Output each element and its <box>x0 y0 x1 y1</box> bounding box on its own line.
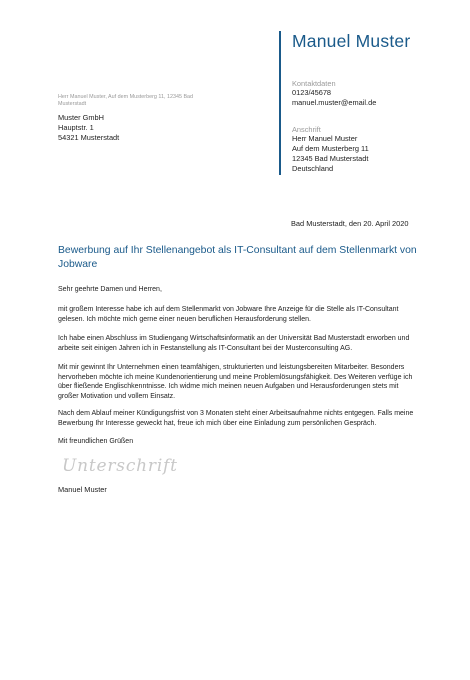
applicant-name: Manuel Muster <box>292 31 411 51</box>
salutation: Sehr geehrte Damen und Herren, <box>58 286 162 293</box>
address-line: Auf dem Musterberg 11 <box>292 144 369 153</box>
header-accent-bar <box>279 31 281 175</box>
paragraph: Nach dem Ablauf meiner Kündigungsfrist von 3 Monaten steht einer Arbeitsaufnahme nichts entgegen. Falls meine Bewerbung Ihr Interesse geweckt hat, freue ich mich über eine Einladung zum persönlichen Gespräch. <box>58 410 414 427</box>
recipient-line: Hauptstr. 1 <box>58 123 94 132</box>
signature-name: Manuel Muster <box>58 485 107 494</box>
address-line: Deutschland <box>292 164 334 173</box>
signature: Unterschrift <box>62 456 178 476</box>
date-line: Bad Musterstadt, den 20. April 2020 <box>291 219 409 228</box>
recipient-line: 54321 Musterstadt <box>58 133 120 142</box>
closing: Mit freundlichen Grüßen <box>58 438 134 445</box>
subject-line: Bewerbung auf Ihr Stellenangebot als IT-Consultant auf dem Stellenmarkt von Jobware <box>58 245 417 270</box>
paragraph: Ich habe einen Abschluss im Studiengang Wirtschaftsinformatik an der Universität Bad Musterstadt erworben und arbeite seit einigen Jahren ich in Festanstellung als IT-Consultant bei der Musterconsulting AG. <box>58 335 410 352</box>
paragraph: mit großem Interesse habe ich auf dem Stellenmarkt von Jobware Ihre Anzeige für die Stelle als IT-Consultant gelesen. Ich möchte mich gerne einer neuen beruflichen Herausforderung stellen. <box>58 306 399 323</box>
address-label: Anschrift <box>292 125 321 134</box>
sender-return-line: Herr Manuel Muster, Auf dem Musterberg 11, 12345 Bad Musterstadt <box>58 94 194 108</box>
recipient-line: Muster GmbH <box>58 113 104 122</box>
phone: 0123/45678 <box>292 88 332 97</box>
contact-label: Kontaktdaten <box>292 79 336 88</box>
email: manuel.muster@email.de <box>292 98 377 107</box>
address-line: 12345 Bad Musterstadt <box>292 154 369 163</box>
paragraph: Mit mir gewinnt Ihr Unternehmen einen teamfähigen, strukturierten und leistungsbereiten Mitarbeiter. Besonders hervorheben möchte ich meine Kundenorientierung und meine Problemlösungsfähigkeit. Des Weiteren verfüge ich über fließende Englischkenntnisse. Ich widme mich meinen neuen Aufgaben und Herausforderungen stets mit großer Motivation und vollem Einsatz. <box>58 364 413 400</box>
address-line: Herr Manuel Muster <box>292 134 358 143</box>
